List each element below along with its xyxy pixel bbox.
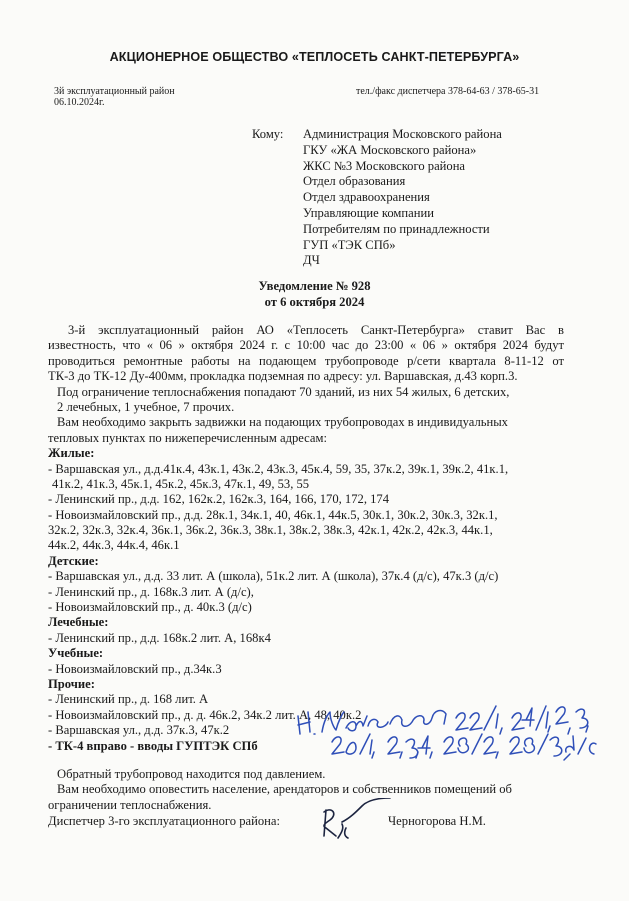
limit-line: Под ограничение теплоснабжения попадают 70 зданий, из них 54 жилых, 6 детских, <box>57 384 510 399</box>
handwritten-note <box>284 690 614 762</box>
address-line: - Новоизмайловский пр., д.д. 28к.1, 34к.1, 40, 46к.1, 44к.5, 30к.1, 30к.2, 30к.3, 32к.1, <box>48 507 498 522</box>
limit-line: 2 лечебных, 1 учебное, 7 прочих. <box>57 399 235 414</box>
address-line: - Ленинский пр., д. 168 лит. А <box>48 692 209 707</box>
recipient-item: ГУП «ТЭК СПб» <box>303 237 396 252</box>
issue-date: 06.10.2024г. <box>54 97 105 108</box>
recipient-item: Администрация Московского района <box>303 127 502 141</box>
educational-heading: Учебные: <box>48 646 104 661</box>
address-line: - Варшавская ул., д.д.41к.4, 43к.1, 43к.2, 43к.3, 45к.4, 59, 35, 37к.2, 39к.1, 39к.2, 41к.1, <box>48 461 509 476</box>
recipient-item: Отдел здравоохранения <box>303 190 430 205</box>
address-line: - Варшавская ул., д.д. 37к.3, 47к.2 <box>48 723 230 738</box>
recipient-item: Отдел образования <box>303 174 406 189</box>
address-line: 32к.2, 32к.3, 32к.4, 36к.1, 36к.2, 36к.3, 38к.1, 38к.2, 38к.3, 42к.1, 42к.2, 42к.3, 44к.1, <box>48 523 493 538</box>
dispatcher-name: Черногорова Н.М. <box>388 814 486 828</box>
tk4-line: - ТК-4 вправо - вводы ГУПТЭК СПб <box>48 738 258 753</box>
notify-line: Вам необходимо оповестить население, арендаторов и собственников помещений об <box>57 782 512 797</box>
request-line: тепловых пунктах по нижеперечисленным адресам: <box>48 430 327 445</box>
signature <box>316 798 396 848</box>
organization-name: АКЦИОНЕРНОЕ ОБЩЕСТВО «ТЕПЛОСЕТЬ САНКТ-ПЕТЕРБУРГА» <box>109 50 520 64</box>
dispatcher-label: Диспетчер 3-го эксплуатационного района: <box>48 814 280 828</box>
address-line: 44к.2, 44к.3, 44к.4, 46к.1 <box>48 538 180 553</box>
notice-date: от 6 октября 2024 <box>264 295 365 309</box>
recipient-item: ДЧ <box>303 253 320 268</box>
address-line: - Новоизмайловский пр., д.34к.3 <box>48 661 222 676</box>
recipients-list <box>303 127 502 269</box>
intro-line: проводиться ремонтные работы на подающем трубопроводе р/сети квартала 8-11-12 от <box>48 353 564 368</box>
district-label: 3й эксплуатационный район <box>54 86 175 97</box>
address-line: - Новоизмайловский пр., д. 40к.3 (д/с) <box>48 600 252 615</box>
intro-line: 3-й эксплуатационный район АО «Теплосеть Санкт-Петербурга» ставит Вас в <box>68 323 564 337</box>
recipient-item: ЖКС №3 Московского района <box>303 158 466 173</box>
address-line: 41к.2, 41к.3, 45к.1, 45к.2, 45к.3, 47к.1, 49, 53, 55 <box>52 476 310 491</box>
medical-heading: Лечебные: <box>48 615 109 630</box>
request-line: Вам необходимо закрыть задвижки на подающих трубопроводах в индивидуальных <box>57 415 508 430</box>
notice-title: Уведомление № 928 <box>258 279 371 293</box>
other-heading: Прочие: <box>48 676 95 691</box>
recipient-item: Управляющие компании <box>303 205 434 220</box>
address-line: - Ленинский пр., д. 168к.3 лит. А (д/с), <box>48 584 254 599</box>
address-line: - Новоизмайловский пр., д. д. 46к.2, 34к.2 лит. А, 48, 40к.2 <box>48 707 362 722</box>
notify-line: ограничении теплоснабжения. <box>48 797 212 812</box>
residential-heading: Жилые: <box>48 446 95 461</box>
address-line: - Ленинский пр., д.д. 168к.2 лит. А, 168к4 <box>48 630 271 645</box>
dispatcher-phone: тел./факс диспетчера 378-64-63 / 378-65-31 <box>356 86 540 97</box>
address-line: - Варшавская ул., д.д. 33 лит. А (школа), 51к.2 лит. А (школа), 37к.4 (д/с), 47к.3 (д/с) <box>48 569 499 584</box>
address-line: - Ленинский пр., д.д. 162, 162к.2, 162к.3, 164, 166, 170, 172, 174 <box>48 492 390 507</box>
children-heading: Детские: <box>48 553 99 568</box>
recipient-item: Потребителям по принадлежности <box>303 221 490 236</box>
intro-line: ТК-3 до ТК-12 Ду-400мм, прокладка подземная по адресу: ул. Варшавская, д.43 корп.3. <box>48 369 518 384</box>
recipient-item: ГКУ «ЖА Московского района» <box>303 142 477 157</box>
intro-line: известность, что « 06 » октября 2024 г. с 10:00 час до 23:00 « 06 » октября 2024 будут <box>48 338 564 353</box>
return-pipe-note: Обратный трубопровод находится под давлением. <box>57 766 326 781</box>
recipients-label: Кому: <box>252 127 284 141</box>
